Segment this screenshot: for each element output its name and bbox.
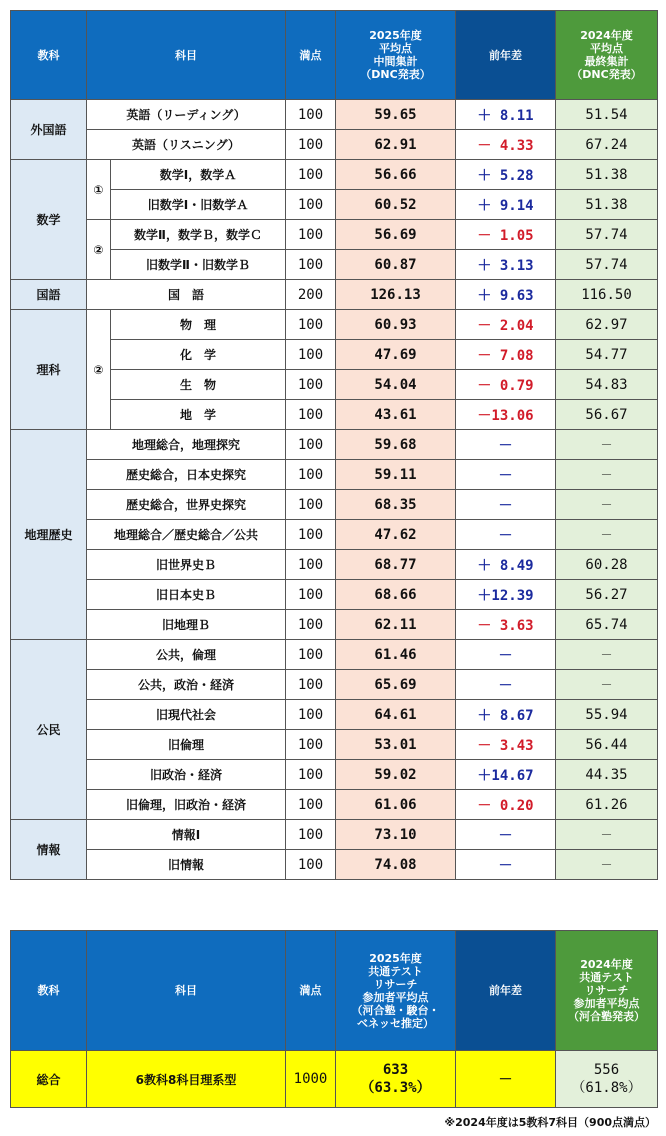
full-score-cell: 100 [286, 820, 336, 850]
avg2025-cell: 126.13 [336, 280, 456, 310]
group-civics: 公民 [11, 640, 87, 820]
full-score-cell: 100 [286, 130, 336, 160]
diff-cell: － [456, 850, 556, 880]
full-score-cell: 100 [286, 220, 336, 250]
subject-cell: 地理総合／歴史総合／公共 [87, 520, 286, 550]
avg2024-cell: － [556, 670, 658, 700]
total-group: 総合 [11, 1051, 87, 1108]
avg2024-cell: 44.35 [556, 760, 658, 790]
full-score-cell: 100 [286, 370, 336, 400]
diff-cell: － [456, 430, 556, 460]
avg2024-cell: 60.28 [556, 550, 658, 580]
avg2024-cell: 55.94 [556, 700, 658, 730]
avg2024-cell: 51.38 [556, 160, 658, 190]
avg2025-cell: 62.11 [336, 610, 456, 640]
subject-cell: 公共，倫理 [87, 640, 286, 670]
full-score-cell: 100 [286, 610, 336, 640]
avg2024-cell: 56.44 [556, 730, 658, 760]
marker-two: ② [87, 220, 111, 280]
subject-cell: 英語（リスニング） [87, 130, 286, 160]
avg2025-cell: 59.02 [336, 760, 456, 790]
total-avg2025-value: 633 [382, 1062, 409, 1078]
diff-cell: － [456, 460, 556, 490]
table-row [11, 760, 658, 790]
full-score-cell: 100 [286, 580, 336, 610]
full-score-cell: 100 [286, 670, 336, 700]
avg2025-cell: 59.65 [336, 100, 456, 130]
avg2024-cell: 57.74 [556, 250, 658, 280]
avg2025-cell: 68.35 [336, 490, 456, 520]
avg2025-cell: 56.69 [336, 220, 456, 250]
avg2025-cell: 60.52 [336, 190, 456, 220]
header-subject-group: 教科 [11, 931, 87, 1051]
avg2025-cell: 68.66 [336, 580, 456, 610]
full-score-cell: 100 [286, 640, 336, 670]
avg2025-cell: 53.01 [336, 730, 456, 760]
diff-cell: ＋ 8.49 [456, 550, 556, 580]
diff-cell: ＋ 3.13 [456, 250, 556, 280]
avg2025-cell: 68.77 [336, 550, 456, 580]
avg2025-cell: 47.69 [336, 340, 456, 370]
marker-two: ② [87, 310, 111, 430]
avg2024-cell: － [556, 850, 658, 880]
avg2025-cell: 64.61 [336, 700, 456, 730]
group-info: 情報 [11, 820, 87, 880]
avg2025-cell: 54.04 [336, 370, 456, 400]
avg2025-cell: 56.66 [336, 160, 456, 190]
subject-cell: 地理総合，地理探究 [87, 430, 286, 460]
full-score-cell: 100 [286, 790, 336, 820]
diff-cell: － 0.20 [456, 790, 556, 820]
header-subject: 科目 [87, 931, 286, 1051]
subject-cell: 国 語 [87, 280, 286, 310]
header-avg2025: 2025年度 平均点 中間集計 （DNC発表） [336, 11, 456, 100]
subject-cell: 数学Ⅱ，数学Ｂ，数学Ｃ [111, 220, 286, 250]
subject-cell: 物 理 [111, 310, 286, 340]
subject-cell: 旧数学Ⅱ・旧数学Ｂ [111, 250, 286, 280]
full-score-cell: 100 [286, 250, 336, 280]
diff-cell: － 0.79 [456, 370, 556, 400]
table-row [11, 160, 658, 190]
group-foreign: 外国語 [11, 100, 87, 160]
avg2024-cell: － [556, 520, 658, 550]
marker-one: ① [87, 160, 111, 220]
header-avg2025: 2025年度 共通テスト リサーチ 参加者平均点 （河合塾・駿台・ ベネッセ推定） [336, 931, 456, 1051]
table-row [11, 730, 658, 760]
avg2025-cell: 59.68 [336, 430, 456, 460]
table-row [11, 550, 658, 580]
diff-cell: － 3.63 [456, 610, 556, 640]
header-diff: 前年差 [456, 931, 556, 1051]
avg2025-cell: 61.46 [336, 640, 456, 670]
table-row [11, 640, 658, 670]
subject-cell: 旧政治・経済 [87, 760, 286, 790]
diff-cell: －13.06 [456, 400, 556, 430]
total-avg2024 [556, 1051, 658, 1108]
group-japanese: 国語 [11, 280, 87, 310]
avg2024-cell: － [556, 430, 658, 460]
total-avg2024-value: 556 [593, 1062, 620, 1078]
subject-cell: 旧情報 [87, 850, 286, 880]
table-row [11, 820, 658, 850]
full-score-cell: 100 [286, 550, 336, 580]
diff-cell: ＋14.67 [456, 760, 556, 790]
table-row [11, 430, 658, 460]
diff-cell: ＋ 8.67 [456, 700, 556, 730]
avg2025-cell: 47.62 [336, 520, 456, 550]
full-score-cell: 100 [286, 460, 336, 490]
header-diff: 前年差 [456, 11, 556, 100]
header-subject: 科目 [87, 11, 286, 100]
table-row [11, 310, 658, 340]
avg2024-cell: － [556, 640, 658, 670]
diff-cell: － [456, 520, 556, 550]
diff-cell: － [456, 490, 556, 520]
subject-cell: 地 学 [111, 400, 286, 430]
full-score-cell: 100 [286, 430, 336, 460]
header-avg2024: 2024年度 共通テスト リサーチ 参加者平均点 （河合塾発表） [556, 931, 658, 1051]
total-row [11, 1051, 658, 1108]
avg2025-cell: 43.61 [336, 400, 456, 430]
avg2024-cell: 56.67 [556, 400, 658, 430]
subject-cell: 旧日本史Ｂ [87, 580, 286, 610]
avg2024-cell: 56.27 [556, 580, 658, 610]
table-row [11, 700, 658, 730]
subject-cell: 数学Ⅰ，数学Ａ [111, 160, 286, 190]
subject-cell: 歴史総合，日本史探究 [87, 460, 286, 490]
subject-cell: 旧倫理 [87, 730, 286, 760]
footnote: ※2024年度は5教科7科目（900点満点） [444, 1116, 656, 1129]
avg2025-cell: 65.69 [336, 670, 456, 700]
avg2025-cell: 61.06 [336, 790, 456, 820]
full-score-cell: 100 [286, 190, 336, 220]
table-row [11, 460, 658, 490]
table-header-row [11, 11, 658, 100]
avg2024-cell: － [556, 460, 658, 490]
average-score-table [10, 10, 658, 880]
diff-cell: － [456, 670, 556, 700]
full-score-cell: 100 [286, 520, 336, 550]
table-row [11, 520, 658, 550]
total-avg2025 [336, 1051, 456, 1108]
total-score-table [10, 930, 658, 1108]
subject-cell: 旧現代社会 [87, 700, 286, 730]
table-row [11, 580, 658, 610]
header-full-score: 満点 [286, 931, 336, 1051]
table-row [11, 790, 658, 820]
full-score-cell: 100 [286, 340, 336, 370]
full-score-cell: 100 [286, 490, 336, 520]
diff-cell: ＋ 9.14 [456, 190, 556, 220]
diff-cell: ＋ 8.11 [456, 100, 556, 130]
diff-cell: ＋ 5.28 [456, 160, 556, 190]
table-row [11, 610, 658, 640]
avg2024-cell: 61.26 [556, 790, 658, 820]
header-full-score: 満点 [286, 11, 336, 100]
avg2025-cell: 60.93 [336, 310, 456, 340]
subject-cell: 化 学 [111, 340, 286, 370]
full-score-cell: 100 [286, 310, 336, 340]
diff-cell: ＋ 9.63 [456, 280, 556, 310]
table-row [11, 280, 658, 310]
subject-cell: 生 物 [111, 370, 286, 400]
avg2024-cell: 116.50 [556, 280, 658, 310]
full-score-cell: 100 [286, 850, 336, 880]
full-score-cell: 200 [286, 280, 336, 310]
diff-cell: － 1.05 [456, 220, 556, 250]
avg2024-cell: 51.38 [556, 190, 658, 220]
avg2024-cell: 51.54 [556, 100, 658, 130]
table-row [11, 100, 658, 130]
avg2024-cell: 54.77 [556, 340, 658, 370]
total-avg2024-percent: （61.8%） [571, 1080, 642, 1096]
full-score-cell: 100 [286, 760, 336, 790]
diff-cell: － 4.33 [456, 130, 556, 160]
diff-cell: － 2.04 [456, 310, 556, 340]
table-header-row [11, 931, 658, 1051]
header-avg2024: 2024年度 平均点 最終集計 （DNC発表） [556, 11, 658, 100]
table-row [11, 670, 658, 700]
subject-cell: 情報Ⅰ [87, 820, 286, 850]
avg2025-cell: 62.91 [336, 130, 456, 160]
group-geohist: 地理歴史 [11, 430, 87, 640]
full-score-cell: 100 [286, 160, 336, 190]
avg2024-cell: － [556, 490, 658, 520]
subject-cell: 公共，政治・経済 [87, 670, 286, 700]
avg2024-cell: － [556, 820, 658, 850]
subject-cell: 英語（リーディング） [87, 100, 286, 130]
group-science: 理科 [11, 310, 87, 430]
full-score-cell: 100 [286, 400, 336, 430]
avg2025-cell: 59.11 [336, 460, 456, 490]
table-row [11, 220, 658, 250]
subject-cell: 旧地理Ｂ [87, 610, 286, 640]
subject-cell: 旧数学Ⅰ・旧数学Ａ [111, 190, 286, 220]
full-score-cell: 100 [286, 700, 336, 730]
subject-cell: 旧世界史Ｂ [87, 550, 286, 580]
header-subject-group: 教科 [11, 11, 87, 100]
diff-cell: － 3.43 [456, 730, 556, 760]
group-math: 数学 [11, 160, 87, 280]
avg2024-cell: 57.74 [556, 220, 658, 250]
avg2024-cell: 54.83 [556, 370, 658, 400]
total-diff: － [456, 1051, 556, 1108]
full-score-cell: 100 [286, 100, 336, 130]
total-full-score: 1000 [286, 1051, 336, 1108]
diff-cell: － 7.08 [456, 340, 556, 370]
subject-cell: 旧倫理，旧政治・経済 [87, 790, 286, 820]
avg2024-cell: 65.74 [556, 610, 658, 640]
avg2024-cell: 62.97 [556, 310, 658, 340]
diff-cell: － [456, 640, 556, 670]
table-row [11, 850, 658, 880]
avg2025-cell: 60.87 [336, 250, 456, 280]
table-row [11, 130, 658, 160]
full-score-cell: 100 [286, 730, 336, 760]
total-subject: 6教科8科目理系型 [87, 1051, 286, 1108]
avg2025-cell: 73.10 [336, 820, 456, 850]
avg2024-cell: 67.24 [556, 130, 658, 160]
avg2025-cell: 74.08 [336, 850, 456, 880]
table-row [11, 490, 658, 520]
total-avg2025-percent: （63.3%） [360, 1080, 431, 1096]
diff-cell: － [456, 820, 556, 850]
subject-cell: 歴史総合，世界史探究 [87, 490, 286, 520]
diff-cell: ＋12.39 [456, 580, 556, 610]
